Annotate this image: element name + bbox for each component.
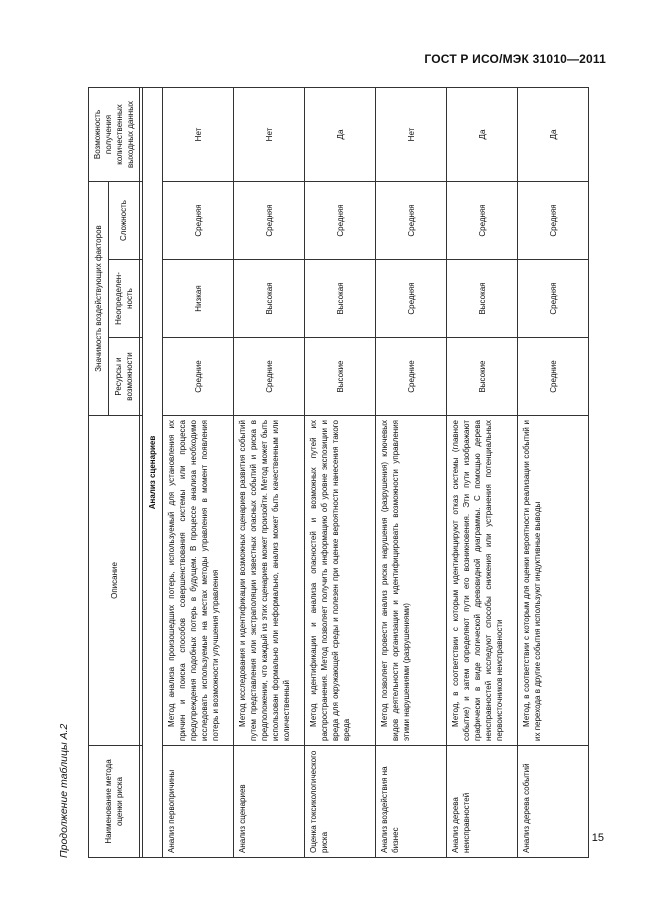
table-row (234, 88, 305, 858)
method-name: Оценка токсикологического риска (305, 746, 376, 858)
table-row (518, 88, 589, 858)
rotated-page-wrapper (58, 88, 588, 858)
uncertainty-value: Высокая (305, 260, 376, 338)
method-name: Анализ сценариев (234, 746, 305, 858)
header-method: Наименование метода оценки риска (89, 746, 140, 858)
table-row (447, 88, 518, 858)
table-row (305, 88, 376, 858)
table-header-row (89, 88, 109, 858)
section-row (143, 88, 163, 858)
method-description: Метод исследования и идентификации возможных сценариев развития событий путем представления или экстраполяции известных опасных событий и риска в предположении, что каждый из этих сценариев может произойти. Метод может быть использован формально или неформально, анализ может быть качественным или количественный (234, 416, 305, 746)
method-description: Метод анализа произошедших потерь, используемый для установления их причин и поиска способов совершенствования системы или процесса предупреждения подобных потерь в будущем. В процессе анализа необходимо исследовать используемые на местах методы управления в момент появления потерь и возможности улучшения управления (163, 416, 234, 746)
complexity-value: Средняя (234, 182, 305, 260)
method-name: Анализ первопричины (163, 746, 234, 858)
risk-methods-table (88, 87, 589, 858)
resources-value: Средние (376, 338, 447, 416)
method-name: Анализ дерева неисправностей (447, 746, 518, 858)
complexity-value: Средняя (305, 182, 376, 260)
rotated-content (58, 88, 588, 858)
uncertainty-value: Средняя (376, 260, 447, 338)
header-complexity: Сложность (108, 182, 140, 260)
quantitative-value: Нет (163, 88, 234, 182)
complexity-value: Средняя (376, 182, 447, 260)
uncertainty-value: Средняя (518, 260, 589, 338)
header-description: Описание (89, 416, 140, 746)
page-number: 15 (591, 832, 604, 844)
section-title: Анализ сценариев (143, 88, 163, 858)
header-resources: Ресурсы и возможности (108, 338, 140, 416)
header-uncertainty: Неопределен-ность (108, 260, 140, 338)
resources-value: Высокие (305, 338, 376, 416)
quantitative-value: Нет (376, 88, 447, 182)
quantitative-value: Да (518, 88, 589, 182)
method-description: Метод, в соответствии с которым для оценки вероятности реализации событий и их перехода в другие события используют индуктивные выводы (518, 416, 589, 746)
table-continuation-caption: Продолжение таблицы А.2 (58, 723, 70, 858)
quantitative-value: Да (305, 88, 376, 182)
method-name: Анализ воздействия на бизнес (376, 746, 447, 858)
resources-value: Высокие (447, 338, 518, 416)
header-factors: Значимость воздействующих факторов (89, 182, 109, 416)
uncertainty-value: Высокая (447, 260, 518, 338)
complexity-value: Средняя (518, 182, 589, 260)
quantitative-value: Нет (234, 88, 305, 182)
method-name: Анализ дерева событий (518, 746, 589, 858)
quantitative-value: Да (447, 88, 518, 182)
resources-value: Средние (234, 338, 305, 416)
document-header: ГОСТ Р ИСО/МЭК 31010—2011 (424, 52, 606, 66)
complexity-value: Средняя (447, 182, 518, 260)
complexity-value: Средняя (163, 182, 234, 260)
uncertainty-value: Низкая (163, 260, 234, 338)
resources-value: Средние (518, 338, 589, 416)
header-quantitative: Возможность получения количественных выходных данных (89, 88, 140, 182)
method-description: Метод идентификации и анализа опасностей и возможных путей их распространения. Метод позволяет получить информацию об уровне экспозиции и вреда для окружающей среды и полезен при оценке вероятности нанесения такого вреда (305, 416, 376, 746)
resources-value: Средние (163, 338, 234, 416)
method-description: Метод, в соответствии с которым идентифицируют отказ системы (главное событие) и затем определяют пути его возникновения. Эти пути изображают графически в виде логической древовидной диаграммы. С помощью дерева неисправностей исследуют способы снижения или устранения потенциальных первоисточников неисправности (447, 416, 518, 746)
uncertainty-value: Высокая (234, 260, 305, 338)
table-row (376, 88, 447, 858)
table-row (163, 88, 234, 858)
method-description: Метод позволяет провести анализ риска нарушения (разрушения) ключевых видов деятельности организации и идентифицировать возможности управления этими нарушениями (разрушениями) (376, 416, 447, 746)
